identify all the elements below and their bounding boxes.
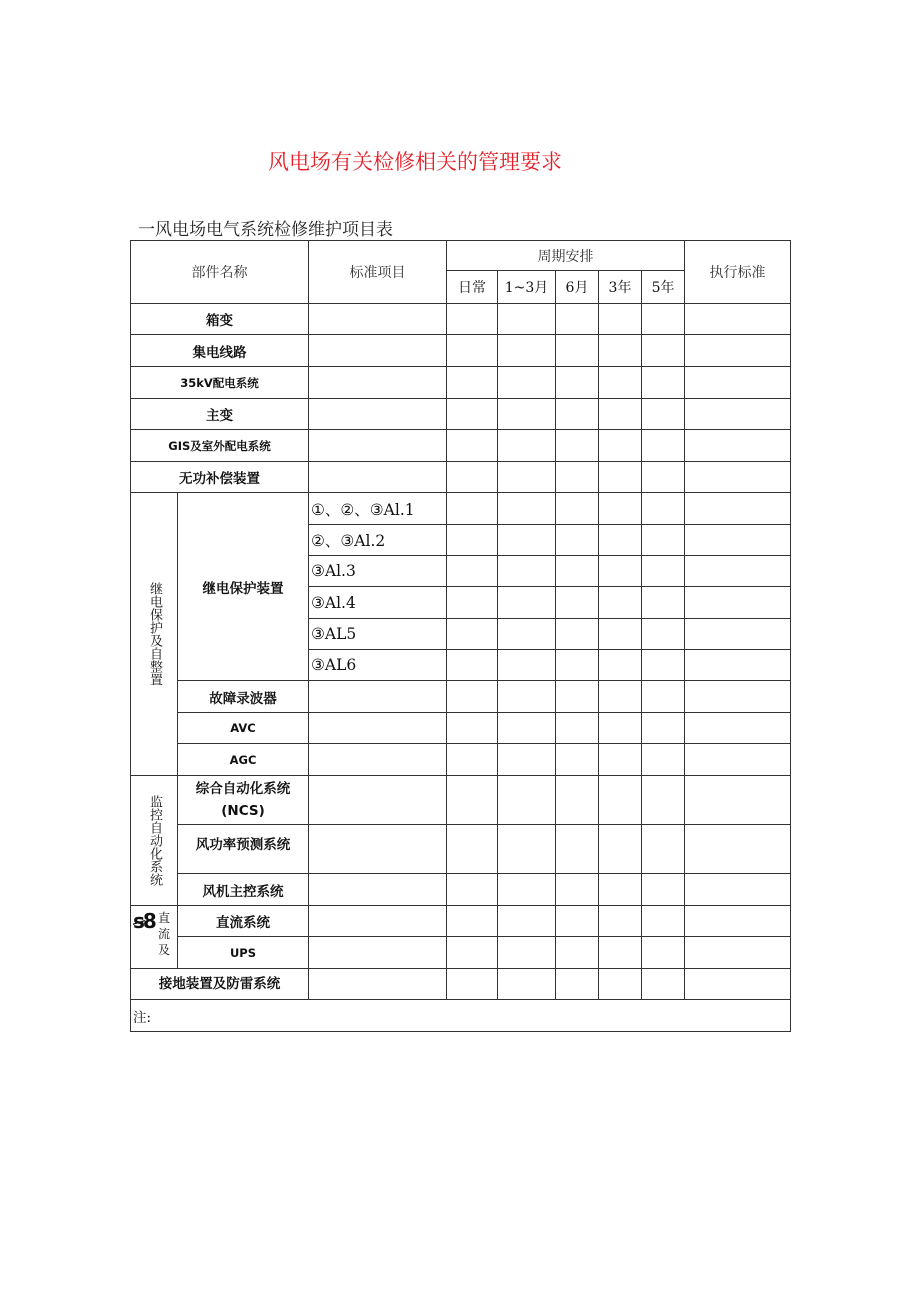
table-row — [131, 825, 791, 874]
table-row — [131, 462, 791, 493]
table-row — [131, 874, 791, 906]
component-name: GIS及室外配电系统 — [131, 430, 309, 462]
table-row — [131, 937, 791, 969]
standard-item: ③AL6 — [309, 650, 447, 681]
table-row — [131, 776, 791, 825]
header-6-months: 6月 — [556, 271, 599, 304]
header-component-name: 部件名称 — [131, 241, 309, 304]
component-name: 集电线路 — [131, 335, 309, 367]
relay-device-name: 继电保护装置 — [178, 493, 309, 681]
monitor-group-label: 监控自动化系统 — [131, 776, 178, 906]
table-row — [131, 681, 791, 713]
page-title: 风电场有关检修相关的管理要求 — [268, 150, 562, 174]
component-name: UPS — [178, 937, 309, 969]
table-row — [131, 493, 791, 525]
dc-group-label: 直流及 — [157, 911, 170, 957]
component-name: AVC — [178, 713, 309, 744]
note-row — [131, 1000, 791, 1032]
table-row — [131, 367, 791, 399]
standard-item: ③AL5 — [309, 619, 447, 650]
component-name: 无功补偿装置 — [131, 462, 309, 493]
table-row — [131, 713, 791, 744]
header-daily: 日常 — [447, 271, 498, 304]
standard-item: ③Al.3 — [309, 556, 447, 587]
component-name: 故障录波器 — [178, 681, 309, 713]
standard-item: ②、③Al.2 — [309, 525, 447, 556]
header-1-3-months: 1~3月 — [498, 271, 556, 304]
dc-group-cell — [131, 906, 178, 969]
header-period-schedule: 周期安排 — [447, 241, 685, 271]
relay-group-label: 继电保护及自整置 — [131, 493, 178, 776]
table-row — [131, 969, 791, 1000]
header-standard-item: 标准项目 — [309, 241, 447, 304]
standard-item: ③Al.4 — [309, 587, 447, 619]
component-name: 直流系统 — [178, 906, 309, 937]
standard-item: ①、②、③Al.1 — [309, 493, 447, 525]
table-row — [131, 304, 791, 335]
table-row — [131, 399, 791, 430]
component-name: AGC — [178, 744, 309, 776]
maintenance-table — [130, 240, 791, 1032]
table-row — [131, 744, 791, 776]
note-label: 注: — [131, 1000, 791, 1032]
table-caption: 一风电场电气系统检修维护项目表 — [138, 220, 393, 240]
component-name: 风机主控系统 — [178, 874, 309, 906]
dc-group-glyph: ꞩ8 — [133, 909, 155, 933]
component-name: 35kV配电系统 — [131, 367, 309, 399]
component-name: 箱变 — [131, 304, 309, 335]
component-name: 综合自动化系统(NCS) — [178, 776, 309, 825]
table-row — [131, 335, 791, 367]
header-5-years: 5年 — [642, 271, 685, 304]
table-row — [131, 906, 791, 937]
component-name: 接地装置及防雷系统 — [131, 969, 309, 1000]
table-row — [131, 430, 791, 462]
component-name: 主变 — [131, 399, 309, 430]
component-name: 风功率预测系统 — [178, 825, 309, 874]
header-3-years: 3年 — [599, 271, 642, 304]
header-execution-standard: 执行标准 — [685, 241, 791, 304]
